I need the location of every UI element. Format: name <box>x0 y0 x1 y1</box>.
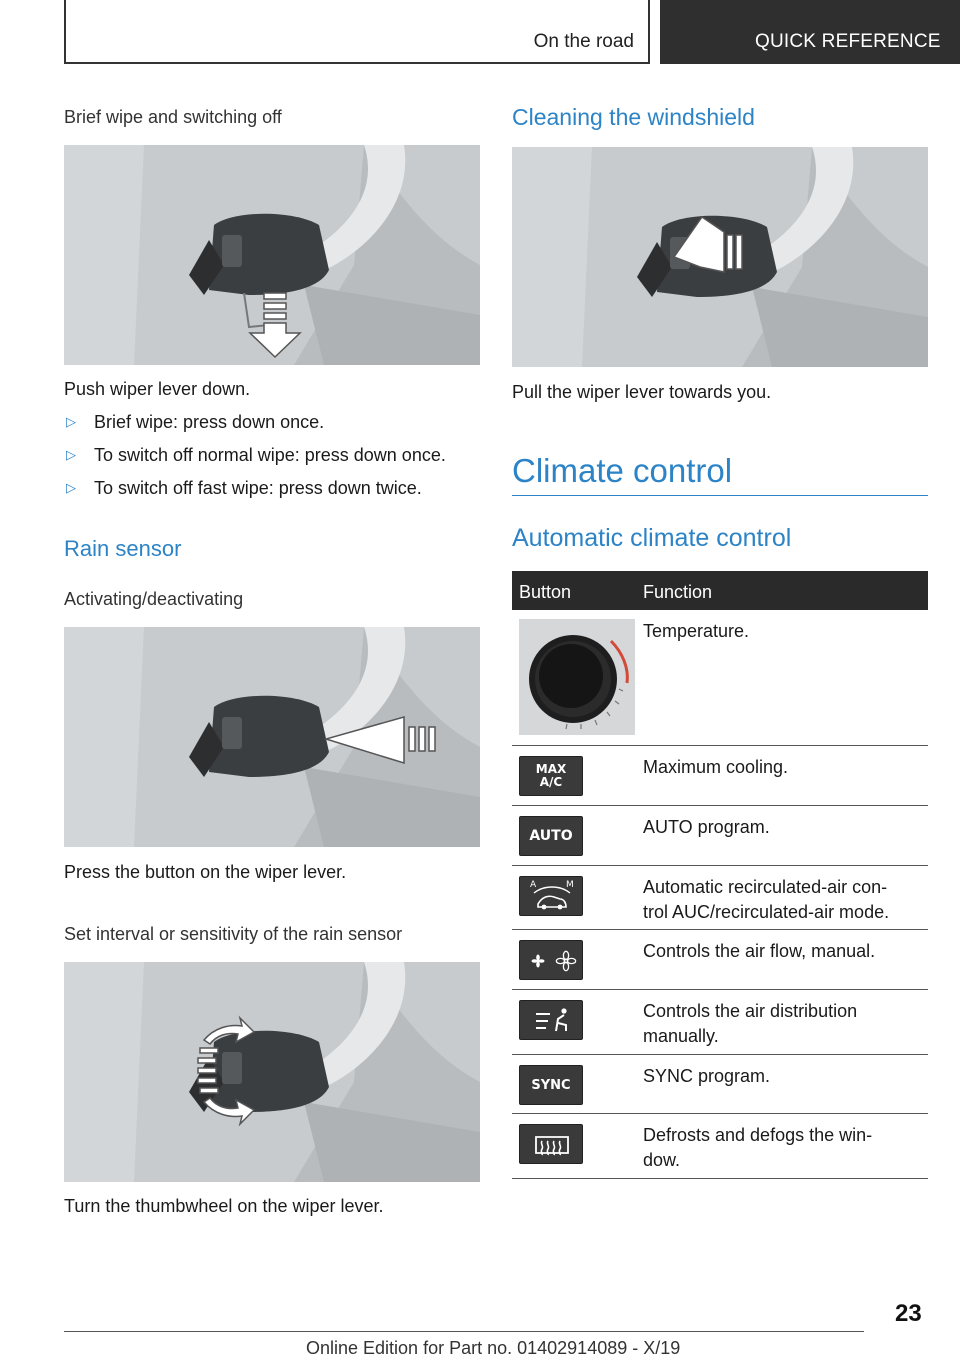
photo-wiper-thumbwheel <box>64 962 480 1182</box>
page-number: 23 <box>895 1300 922 1327</box>
bullet-triangle-icon: ▷ <box>66 480 76 495</box>
brief-wipe-heading: Brief wipe and switching off <box>64 107 282 127</box>
function-text: Temperature. <box>643 621 750 641</box>
table-row <box>512 930 928 990</box>
function-text: Automatic recirculated-air con- trol AUC/recirculated-air mode. <box>643 877 890 922</box>
bullet-triangle-icon: ▷ <box>66 447 76 462</box>
sync-button-icon: SYNC <box>519 1065 583 1105</box>
function-text: Controls the air distribution manually. <box>643 1001 858 1046</box>
temperature-dial-icon <box>519 619 635 735</box>
max-ac-button-icon: MAX A/C <box>519 756 583 796</box>
table-row <box>512 990 928 1055</box>
column-header-button: Button <box>519 582 572 602</box>
table-row <box>512 1055 928 1114</box>
bullet-item: ▷ Brief wipe: press down once. <box>66 412 325 432</box>
turn-thumbwheel-text: Turn the thumbwheel on the wiper lever. <box>64 1196 384 1216</box>
footer-rule <box>64 1331 864 1332</box>
function-text: Defrosts and defogs the win- dow. <box>643 1125 873 1170</box>
activating-heading: Activating/deactivating <box>64 589 244 609</box>
photo-wiper-pull <box>512 147 928 367</box>
function-text: Maximum cooling. <box>643 757 789 777</box>
table-header <box>512 571 928 610</box>
column-header-function: Function <box>643 582 713 602</box>
wipe-bullet-list <box>64 412 446 511</box>
cleaning-windshield-heading: Cleaning the windshield <box>512 104 755 130</box>
interval-heading: Set interval or sensitivity of the rain sensor <box>64 924 403 944</box>
auto-button-icon: AUTO <box>519 816 583 856</box>
air-distribution-button-icon <box>519 1000 583 1040</box>
pull-lever-text: Pull the wiper lever towards you. <box>512 382 772 402</box>
bullet-item: ▷ To switch off fast wipe: press down twice. <box>66 478 422 498</box>
push-lever-text: Push wiper lever down. <box>64 379 251 399</box>
photo-wiper-push-down <box>64 145 480 365</box>
table-row <box>512 806 928 866</box>
automatic-climate-heading: Automatic climate control <box>512 524 792 552</box>
function-text: SYNC program. <box>643 1066 771 1086</box>
bullet-triangle-icon: ▷ <box>66 414 76 429</box>
fan-speed-button-icon <box>519 940 583 980</box>
header-section-title: On the road <box>533 31 634 52</box>
recirculation-button-icon: A M <box>519 876 583 916</box>
press-button-text: Press the button on the wiper lever. <box>64 862 347 882</box>
rear-defrost-button-icon <box>519 1124 583 1164</box>
climate-heading-rule <box>512 495 928 496</box>
table-row <box>512 746 928 806</box>
table-row <box>512 1114 928 1179</box>
table-row <box>512 610 928 746</box>
header-chapter-title: QUICK REFERENCE <box>755 31 941 52</box>
footer-edition-text: Online Edition for Part no. 01402914089 - X/19 <box>306 1338 681 1358</box>
header-chapter-box <box>660 0 960 64</box>
rain-sensor-heading: Rain sensor <box>64 536 182 561</box>
header-section-box <box>64 0 650 64</box>
climate-button-table <box>512 571 928 1179</box>
table-row <box>512 866 928 930</box>
function-text: AUTO program. <box>643 817 770 837</box>
photo-wiper-button-press <box>64 627 480 847</box>
function-text: Controls the air flow, manual. <box>643 941 876 961</box>
climate-control-heading: Climate control <box>512 452 733 489</box>
bullet-item: ▷ To switch off normal wipe: press down once. <box>66 445 446 465</box>
